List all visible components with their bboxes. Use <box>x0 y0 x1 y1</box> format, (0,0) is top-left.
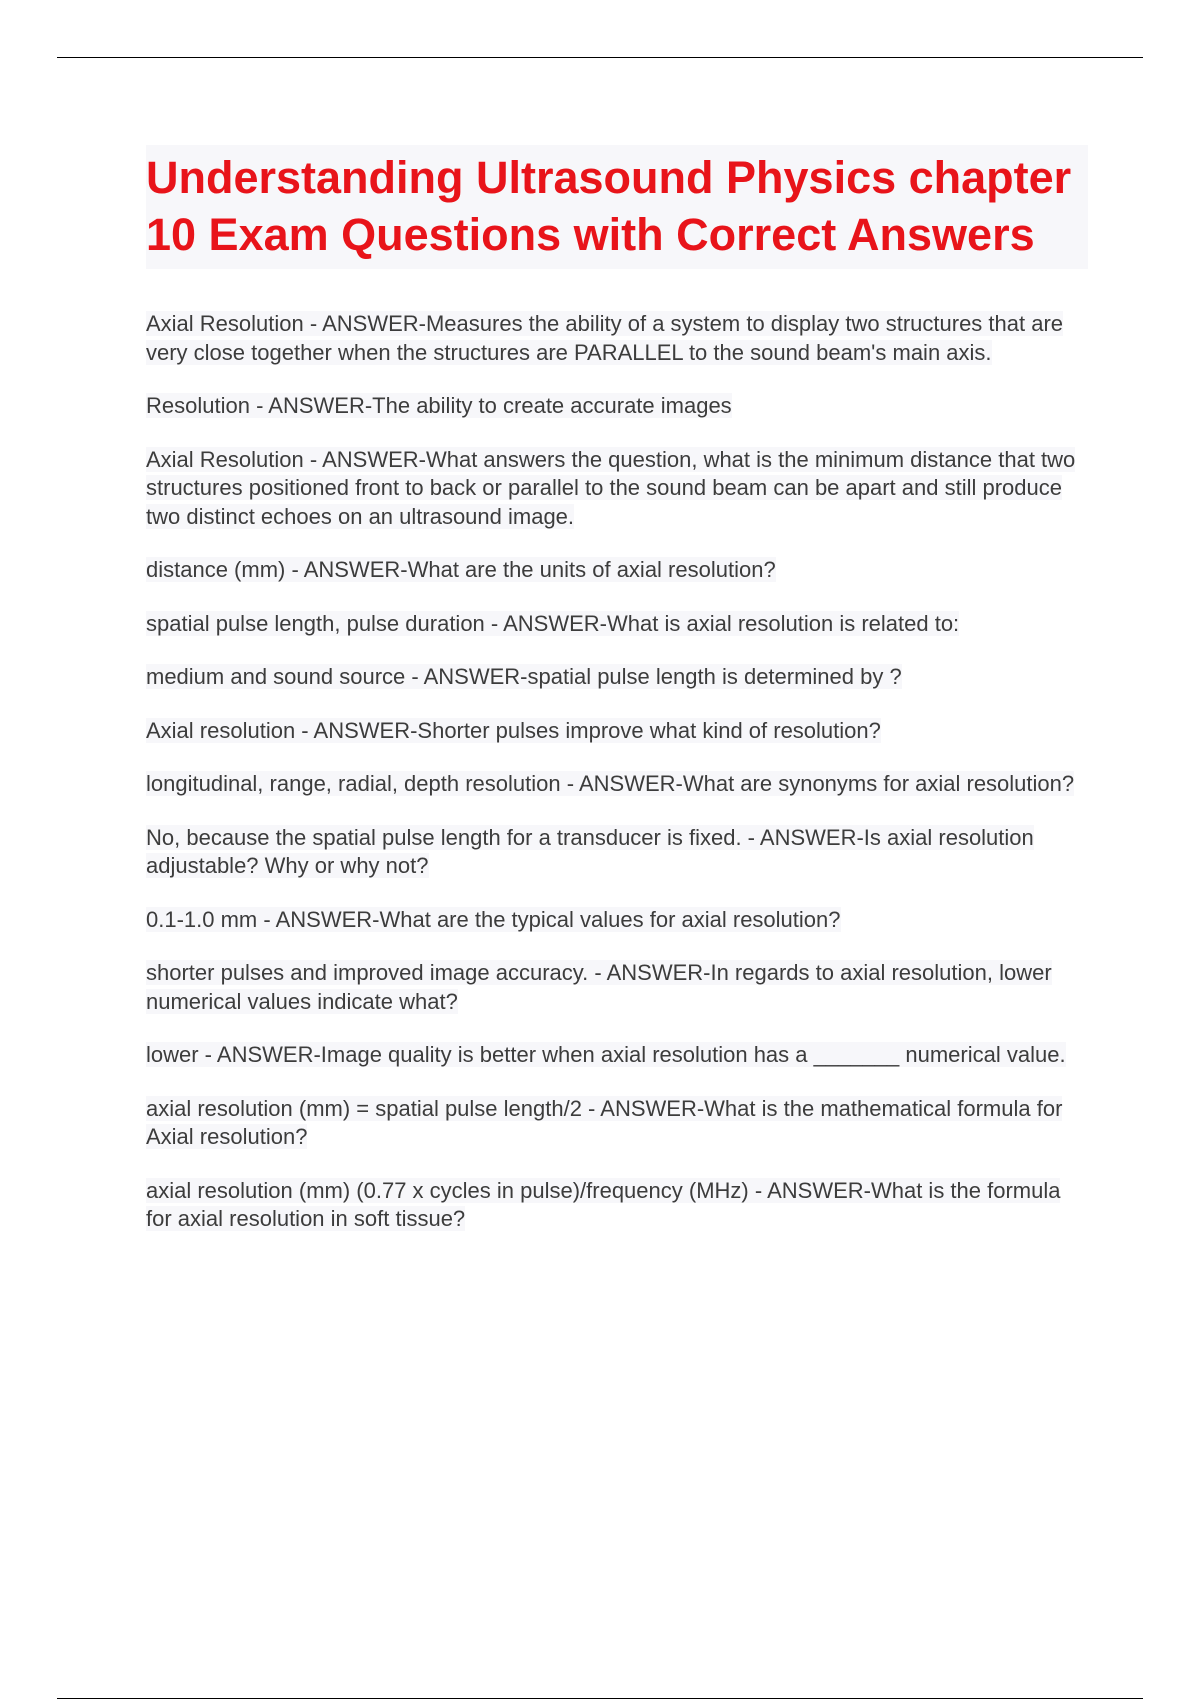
qa-item-text: axial resolution (mm) (0.77 x cycles in pulse)/frequency (MHz) - ANSWER-What is the formula for axial resolution in soft tissue? <box>146 1177 1061 1231</box>
qa-list <box>146 310 1088 1234</box>
qa-item-text: Resolution - ANSWER-The ability to create accurate images <box>146 393 732 418</box>
qa-item-text: lower - ANSWER-Image quality is better when axial resolution has a _______ numerical value. <box>146 1042 1066 1067</box>
qa-item <box>146 824 1088 881</box>
qa-item <box>146 663 1088 692</box>
qa-item-text: shorter pulses and improved image accuracy. - ANSWER-In regards to axial resolution, lower numerical values indicate what? <box>146 960 1052 1014</box>
qa-item <box>146 1177 1088 1234</box>
document-body <box>146 145 1088 1259</box>
qa-item-text: longitudinal, range, radial, depth resolution - ANSWER-What are synonyms for axial resolution? <box>146 771 1075 796</box>
qa-item-text: 0.1-1.0 mm - ANSWER-What are the typical values for axial resolution? <box>146 906 841 932</box>
qa-item-text: axial resolution (mm) = spatial pulse length/2 - ANSWER-What is the mathematical formula for Axial resolution? <box>146 1095 1063 1149</box>
qa-item-text: Axial Resolution - ANSWER-Measures the ability of a system to display two structures that are very close together when the structures are PARALLEL to the sound beam's main axis. <box>146 311 1064 365</box>
qa-item <box>146 1095 1088 1152</box>
qa-item-text: Axial Resolution - ANSWER-What answers the question, what is the minimum distance that two structures positioned front to back or parallel to the sound beam can be apart and still produce two distinct echoes on an ultrasound image. <box>146 446 1076 529</box>
header-rule <box>57 57 1143 58</box>
qa-item <box>146 770 1088 799</box>
qa-item-text: medium and sound source - ANSWER-spatial pulse length is determined by ? <box>146 664 902 689</box>
document-title: Understanding Ultrasound Physics chapter 10 Exam Questions with Correct Answers <box>146 152 1072 260</box>
qa-item <box>146 959 1088 1016</box>
footer-rule <box>57 1698 1143 1699</box>
qa-item <box>146 717 1088 746</box>
qa-item <box>146 906 1088 935</box>
qa-item <box>146 1041 1088 1070</box>
qa-item <box>146 310 1088 367</box>
qa-item-text: No, because the spatial pulse length for a transducer is fixed. - ANSWER-Is axial resolution adjustable? Why or why not? <box>146 824 1034 878</box>
qa-item <box>146 446 1088 532</box>
qa-item-text: distance (mm) - ANSWER-What are the units of axial resolution? <box>146 557 776 582</box>
qa-item <box>146 610 1088 639</box>
qa-item-text: Axial resolution - ANSWER-Shorter pulses improve what kind of resolution? <box>146 717 881 743</box>
qa-item <box>146 556 1088 585</box>
qa-item-text: spatial pulse length, pulse duration - ANSWER-What is axial resolution is related to: <box>146 610 960 636</box>
title-block <box>146 145 1088 269</box>
qa-item <box>146 392 1088 421</box>
